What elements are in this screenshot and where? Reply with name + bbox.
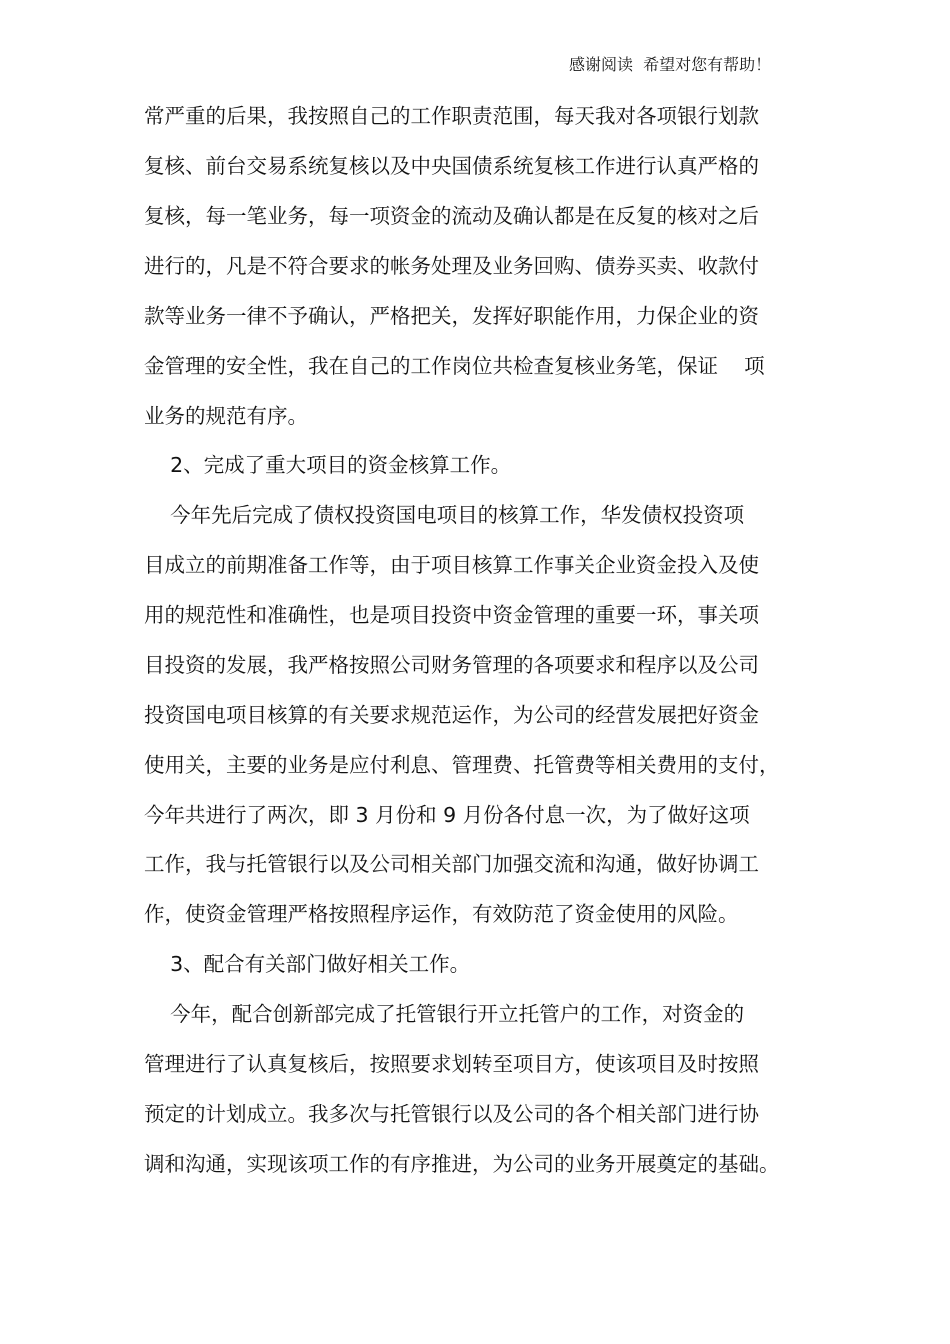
body-line: 工作，我与托管银行以及公司相关部门加强交流和沟通，做好协调工 [144,852,759,876]
body-line: 目成立的前期准备工作等，由于项目核算工作事关企业资金投入及使 [144,553,759,577]
section-heading: 3、配合有关部门做好相关工作。 [144,952,471,976]
body-line: 管理进行了认真复核后，按照要求划转至项目方，使该项目及时按照 [144,1052,759,1076]
section-heading: 2、完成了重大项目的资金核算工作。 [144,453,512,477]
body-line: 款等业务一律不予确认，严格把关，发挥好职能作用，力保企业的资 [144,304,759,328]
body-line: 进行的，凡是不符合要求的帐务处理及业务回购、债券买卖、收款付 [144,254,759,278]
body-line: 目投资的发展，我严格按照公司财务管理的各项要求和程序以及公司 [144,653,759,677]
body-line: 金管理的安全性，我在自己的工作岗位共检查复核业务笔，保证 项 [144,354,765,378]
body-line: 作，使资金管理严格按照程序运作，有效防范了资金使用的风险。 [144,902,739,926]
body-line: 用的规范性和准确性，也是项目投资中资金管理的重要一环，事关项 [144,603,759,627]
body-line: 使用关，主要的业务是应付利息、管理费、托管费等相关费用的支付， [144,753,780,777]
body-line: 调和沟通，实现该项工作的有序推进，为公司的业务开展奠定的基础。 [144,1152,780,1176]
body-line: 今年共进行了两次，即 3 月份和 9 月份各付息一次，为了做好这项 [144,803,750,827]
body-line: 投资国电项目核算的有关要求规范运作，为公司的经营发展把好资金 [144,703,759,727]
body-line: 复核、前台交易系统复核以及中央国债系统复核工作进行认真严格的 [144,154,759,178]
body-line: 今年，配合创新部完成了托管银行开立托管户的工作，对资金的 [144,1002,745,1026]
body-line: 常严重的后果，我按照自己的工作职责范围，每天我对各项银行划款 [144,104,759,128]
body-line: 今年先后完成了债权投资国电项目的核算工作，华发债权投资项 [144,503,745,527]
body-line: 预定的计划成立。我多次与托管银行以及公司的各个相关部门进行协 [144,1102,759,1126]
body-line: 业务的规范有序。 [144,404,308,428]
header-note: 感谢阅读 希望对您有帮助！ [569,55,772,74]
body-line: 复核，每一笔业务，每一项资金的流动及确认都是在反复的核对之后 [144,204,759,228]
